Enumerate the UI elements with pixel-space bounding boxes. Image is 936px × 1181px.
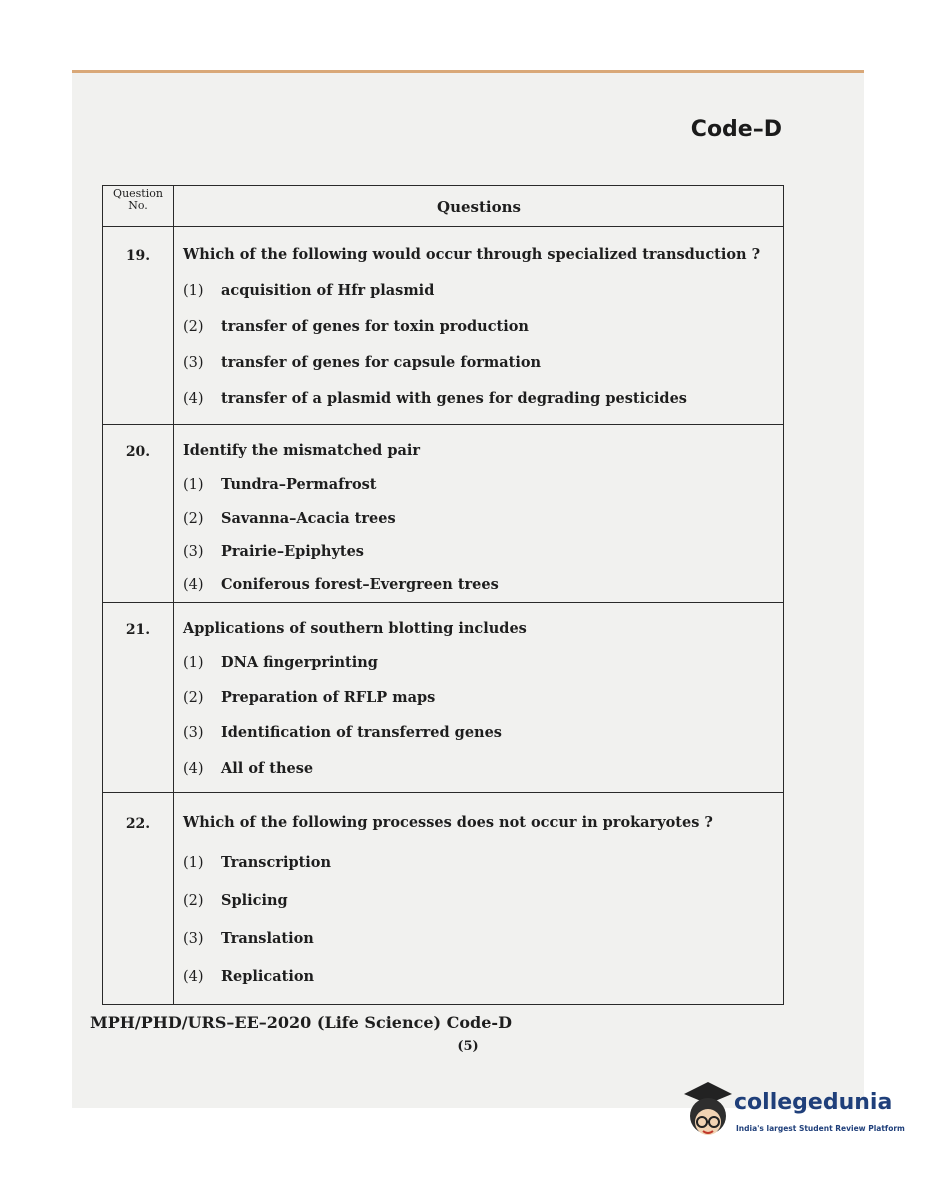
option: (3) Identification of transferred genes — [183, 724, 502, 741]
footer-code: MPH/PHD/URS–EE–2020 (Life Science) Code-D — [90, 1013, 512, 1032]
option: (1) Tundra–Permafrost — [183, 476, 377, 493]
option: (4) transfer of a plasmid with genes for degrading pesticides — [183, 390, 687, 407]
option: (4) Coniferous forest–Evergreen trees — [183, 576, 499, 593]
header-questions: Questions — [437, 198, 521, 216]
option: (3) transfer of genes for capsule formation — [183, 354, 542, 371]
code-header: Code–D — [690, 117, 782, 142]
collegedunia-logo — [678, 1076, 908, 1156]
question-text: Applications of southern blotting includes — [183, 620, 527, 637]
option: (2) transfer of genes for toxin production — [183, 318, 529, 335]
question-19 — [103, 226, 783, 425]
mascot-icon — [678, 1076, 738, 1146]
question-21 — [103, 602, 783, 793]
question-text: Identify the mismatched pair — [183, 442, 421, 459]
header-question-no: Question No. — [113, 187, 163, 212]
table-header — [103, 186, 783, 227]
option: (2) Preparation of RFLP maps — [183, 689, 436, 706]
question-text: Which of the following would occur through specialized transduction ? — [183, 246, 761, 263]
question-table — [102, 185, 784, 1005]
question-number: 20. — [125, 444, 151, 460]
option: (4) All of these — [183, 760, 314, 777]
question-20 — [103, 424, 783, 603]
option: (1) Transcription — [183, 854, 332, 871]
option: (4) Replication — [183, 968, 315, 985]
option: (1) DNA fingerprinting — [183, 654, 378, 671]
option: (3) Translation — [183, 930, 314, 947]
brand-tagline: India's largest Student Review Platform — [736, 1124, 905, 1133]
question-number: 22. — [125, 816, 151, 832]
option: (2) Savanna–Acacia trees — [183, 510, 396, 527]
brand-wordmark: collegedunia — [734, 1090, 893, 1115]
option: (2) Splicing — [183, 892, 288, 909]
option: (3) Prairie–Epiphytes — [183, 543, 364, 560]
question-text: Which of the following processes does not occur in prokaryotes ? — [183, 814, 713, 831]
question-number: 19. — [125, 248, 151, 264]
question-22 — [103, 792, 783, 1004]
question-number: 21. — [125, 622, 151, 638]
option: (1) acquisition of Hfr plasmid — [183, 282, 435, 299]
page-number: (5) — [457, 1039, 479, 1054]
exam-page — [72, 70, 864, 1108]
